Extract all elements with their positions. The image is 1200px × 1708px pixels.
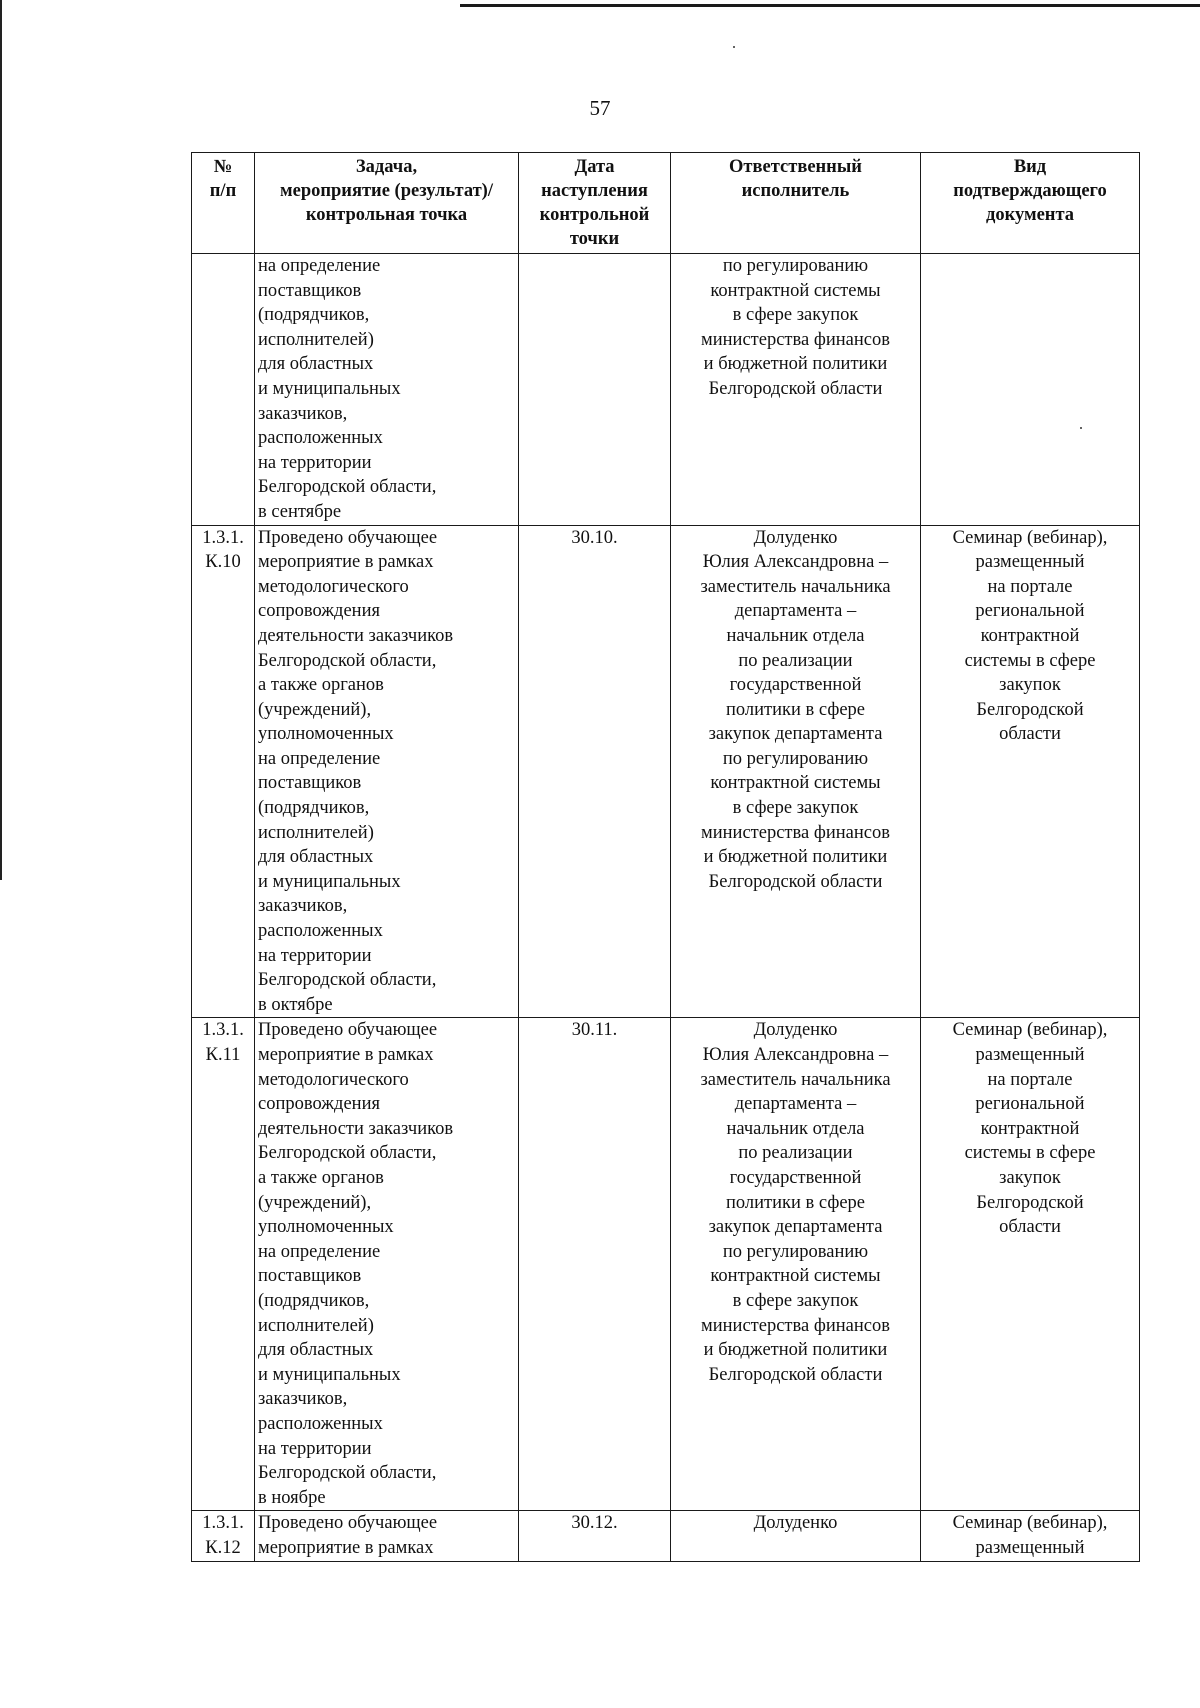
cell-document: Семинар (вебинар), размещенный на портале региональной контрактной системы в сфере закупок Белгородской области [921,1018,1140,1511]
cell-task: Проведено обучающее мероприятие в рамках [255,1511,519,1562]
scan-edge-top [460,4,1200,7]
control-points-table [191,152,1140,1562]
header-task: Задача, мероприятие (результат)/ контрольная точка [255,153,519,254]
table-row [192,254,1140,526]
cell-task: на определение поставщиков (подрядчиков, исполнителей) для областных и муниципальных заказчиков, расположенных на территории Белгородской области, в сентябре [255,254,519,526]
cell-responsible: Долуденко Юлия Александровна – заместитель начальника департамента – начальник отдела по реализации государственной политики в сфере закупок департамента по регулированию контрактной системы в сфере закупок министерства финансов и бюджетной политики Белгородской области [671,525,921,1018]
header-date: Дата наступления контрольной точки [519,153,671,254]
cell-date: 30.11. [519,1018,671,1511]
cell-num: 1.3.1. К.12 [192,1511,255,1562]
cell-date [519,254,671,526]
cell-num: 1.3.1. К.10 [192,525,255,1018]
cell-task: Проведено обучающее мероприятие в рамках методологического сопровождения деятельности заказчиков Белгородской области, а также органов (учреждений), уполномоченных на определение поставщиков (подрядчиков, исполнителей) для областных и муниципальных заказчиков, расположенных на территории Белгородской области, в ноябре [255,1018,519,1511]
cell-document [921,254,1140,526]
header-num: № п/п [192,153,255,254]
cell-document: Семинар (вебинар), размещенный [921,1511,1140,1562]
header-responsible: Ответственный исполнитель [671,153,921,254]
cell-task: Проведено обучающее мероприятие в рамках методологического сопровождения деятельности заказчиков Белгородской области, а также органов (учреждений), уполномоченных на определение поставщиков (подрядчиков, исполнителей) для областных и муниципальных заказчиков, расположенных на территории Белгородской области, в октябре [255,525,519,1018]
cell-num: 1.3.1. К.11 [192,1018,255,1511]
cell-date: 30.12. [519,1511,671,1562]
cell-responsible: Долуденко Юлия Александровна – заместитель начальника департамента – начальник отдела по реализации государственной политики в сфере закупок департамента по регулированию контрактной системы в сфере закупок министерства финансов и бюджетной политики Белгородской области [671,1018,921,1511]
table-header-row [192,153,1140,254]
scan-speck [733,46,735,48]
header-document: Вид подтверждающего документа [921,153,1140,254]
cell-num [192,254,255,526]
cell-responsible: по регулированию контрактной системы в сфере закупок министерства финансов и бюджетной политики Белгородской области [671,254,921,526]
cell-date: 30.10. [519,525,671,1018]
page-number: 57 [589,96,611,120]
table-row [192,1018,1140,1511]
table-row [192,525,1140,1018]
cell-document: Семинар (вебинар), размещенный на портале региональной контрактной системы в сфере закупок Белгородской области [921,525,1140,1018]
scan-edge-left [0,0,2,880]
cell-responsible: Долуденко [671,1511,921,1562]
table-row [192,1511,1140,1562]
